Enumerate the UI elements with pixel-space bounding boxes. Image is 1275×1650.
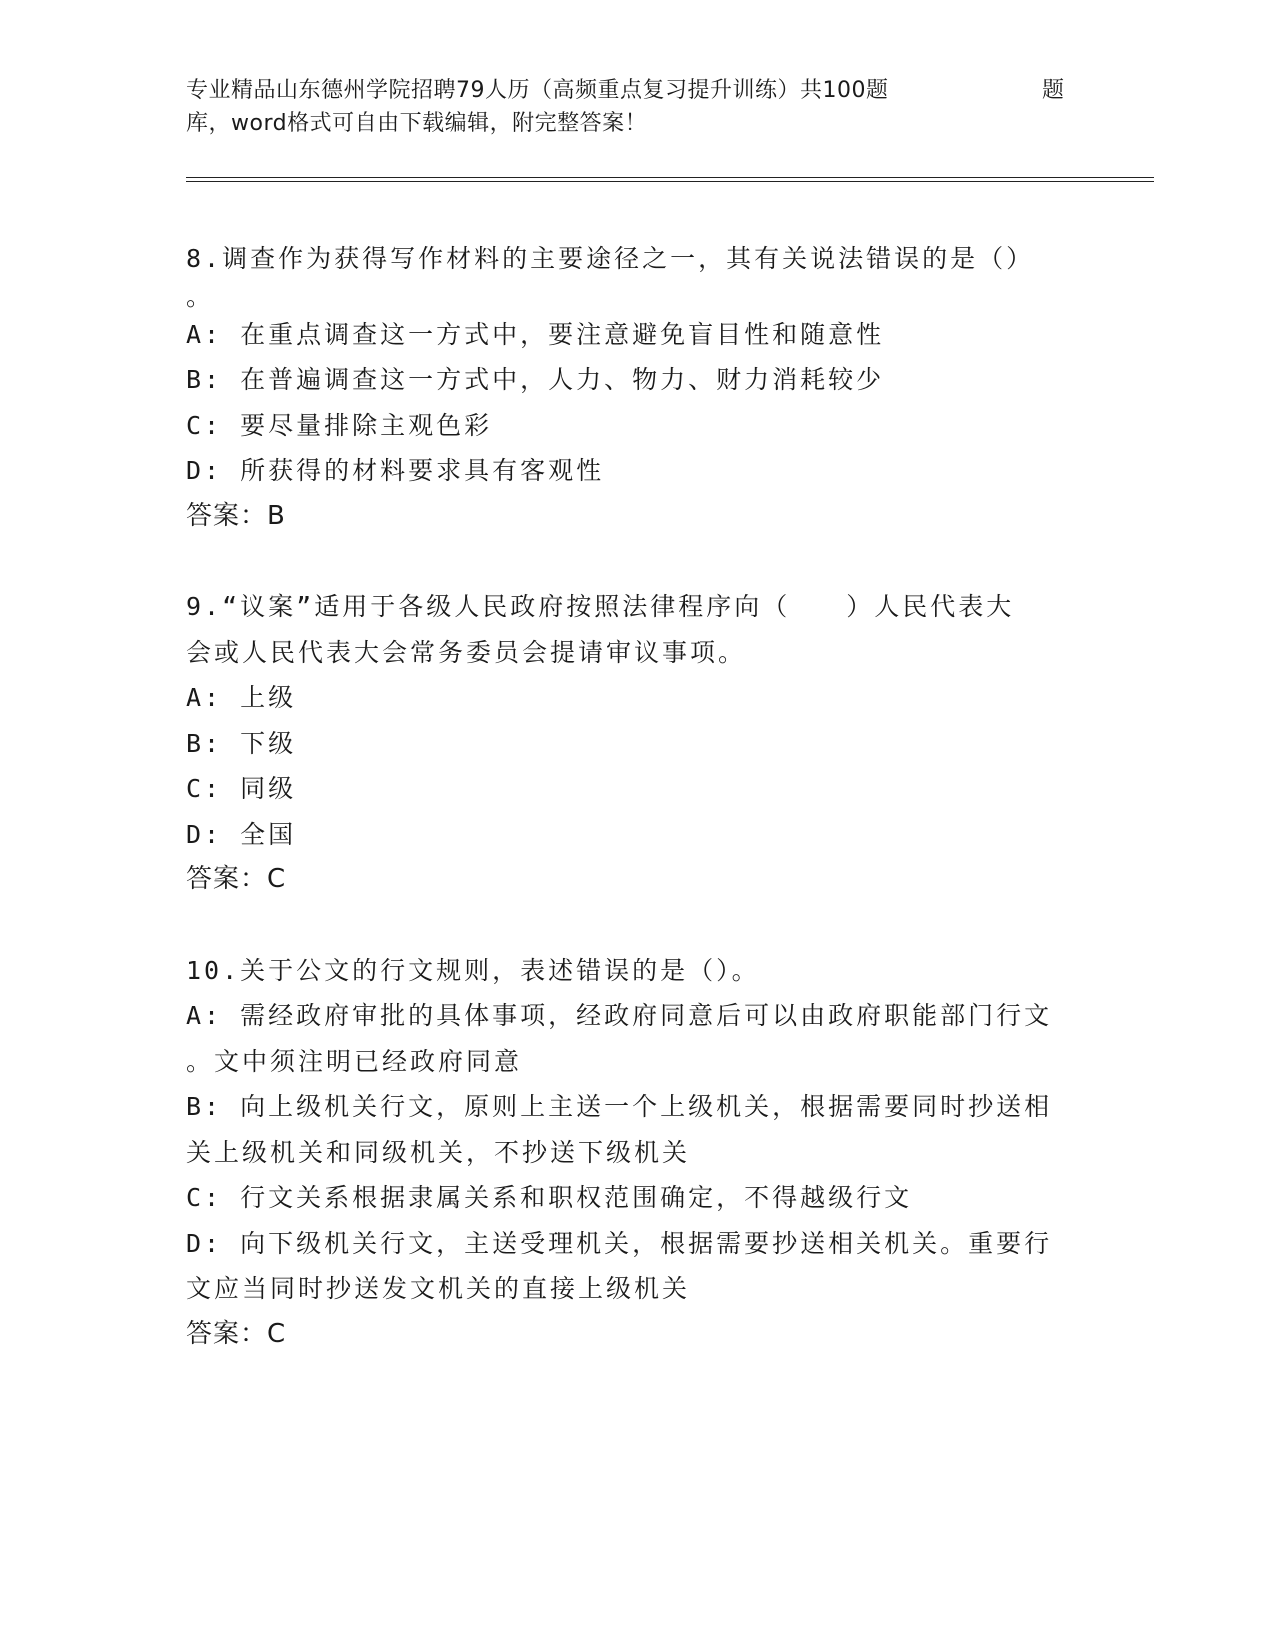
header-divider-top (186, 177, 1154, 178)
question-stem: 8.调查作为获得写作材料的主要途径之一，其有关说法错误的是（） (186, 244, 1035, 273)
option-a-line-1: A: 需经政府审批的具体事项，经政府同意后可以由政府职能部门行文 (186, 1001, 1053, 1030)
answer: 答案：C (186, 1318, 287, 1349)
option-b-line-1: B: 向上级机关行文，原则上主送一个上级机关，根据需要同时抄送相 (186, 1092, 1053, 1121)
option-d (186, 1221, 1086, 1312)
document-header (186, 74, 1066, 140)
option-b: B: 下级 (186, 728, 297, 758)
question-10 (186, 948, 1086, 1358)
question-stem-line-1: 9.“议案”适用于各级人民政府按照法律程序向（ ）人民代表大 (186, 592, 1015, 621)
header-divider-bottom (186, 181, 1154, 182)
option-d-line-1: D: 向下级机关行文，主送受理机关，根据需要抄送相关机关。重要行 (186, 1228, 1053, 1258)
question-stem-continuation: 。 (186, 281, 212, 311)
option-b: B: 在普遍调查这一方式中，人力、物力、财力消耗较少 (186, 365, 885, 394)
question-stem (186, 584, 1086, 675)
option-a: A: 上级 (186, 683, 297, 712)
answer: 答案：B (186, 500, 286, 531)
option-c: C: 要尽量排除主观色彩 (186, 410, 493, 440)
question-stem: 10.关于公文的行文规则，表述错误的是（）。 (186, 955, 760, 985)
answer: 答案：C (186, 864, 287, 894)
header-line-1 (186, 74, 1066, 107)
header-line-2: 库，word格式可自由下载编辑，附完整答案！ (186, 111, 648, 136)
option-b-line-2: 关上级机关和同级机关，不抄送下级机关 (186, 1137, 691, 1167)
question-8 (186, 236, 1086, 539)
option-d: D: 全国 (186, 819, 297, 849)
option-c: C: 同级 (186, 774, 297, 803)
question-9 (186, 584, 1086, 903)
header-title: 专业精品山东德州学院招聘79人历（高频重点复习提升训练）共100题 (186, 78, 889, 103)
option-b (186, 1084, 1086, 1175)
option-c: C: 行文关系根据隶属关系和职权范围确定，不得越级行文 (186, 1183, 913, 1212)
option-a-line-2: 。文中须注明已经政府同意 (186, 1046, 523, 1076)
question-list (186, 236, 1086, 1402)
option-a (186, 993, 1086, 1084)
question-stem-line-2: 会或人民代表大会常务委员会提请审议事项。 (186, 637, 747, 667)
header-title-tail: 题 (1042, 78, 1065, 103)
option-d: D: 所获得的材料要求具有客观性 (186, 456, 605, 485)
option-a: A: 在重点调查这一方式中，要注意避免盲目性和随意性 (186, 319, 885, 349)
option-d-line-2: 文应当同时抄送发文机关的直接上级机关 (186, 1274, 691, 1303)
